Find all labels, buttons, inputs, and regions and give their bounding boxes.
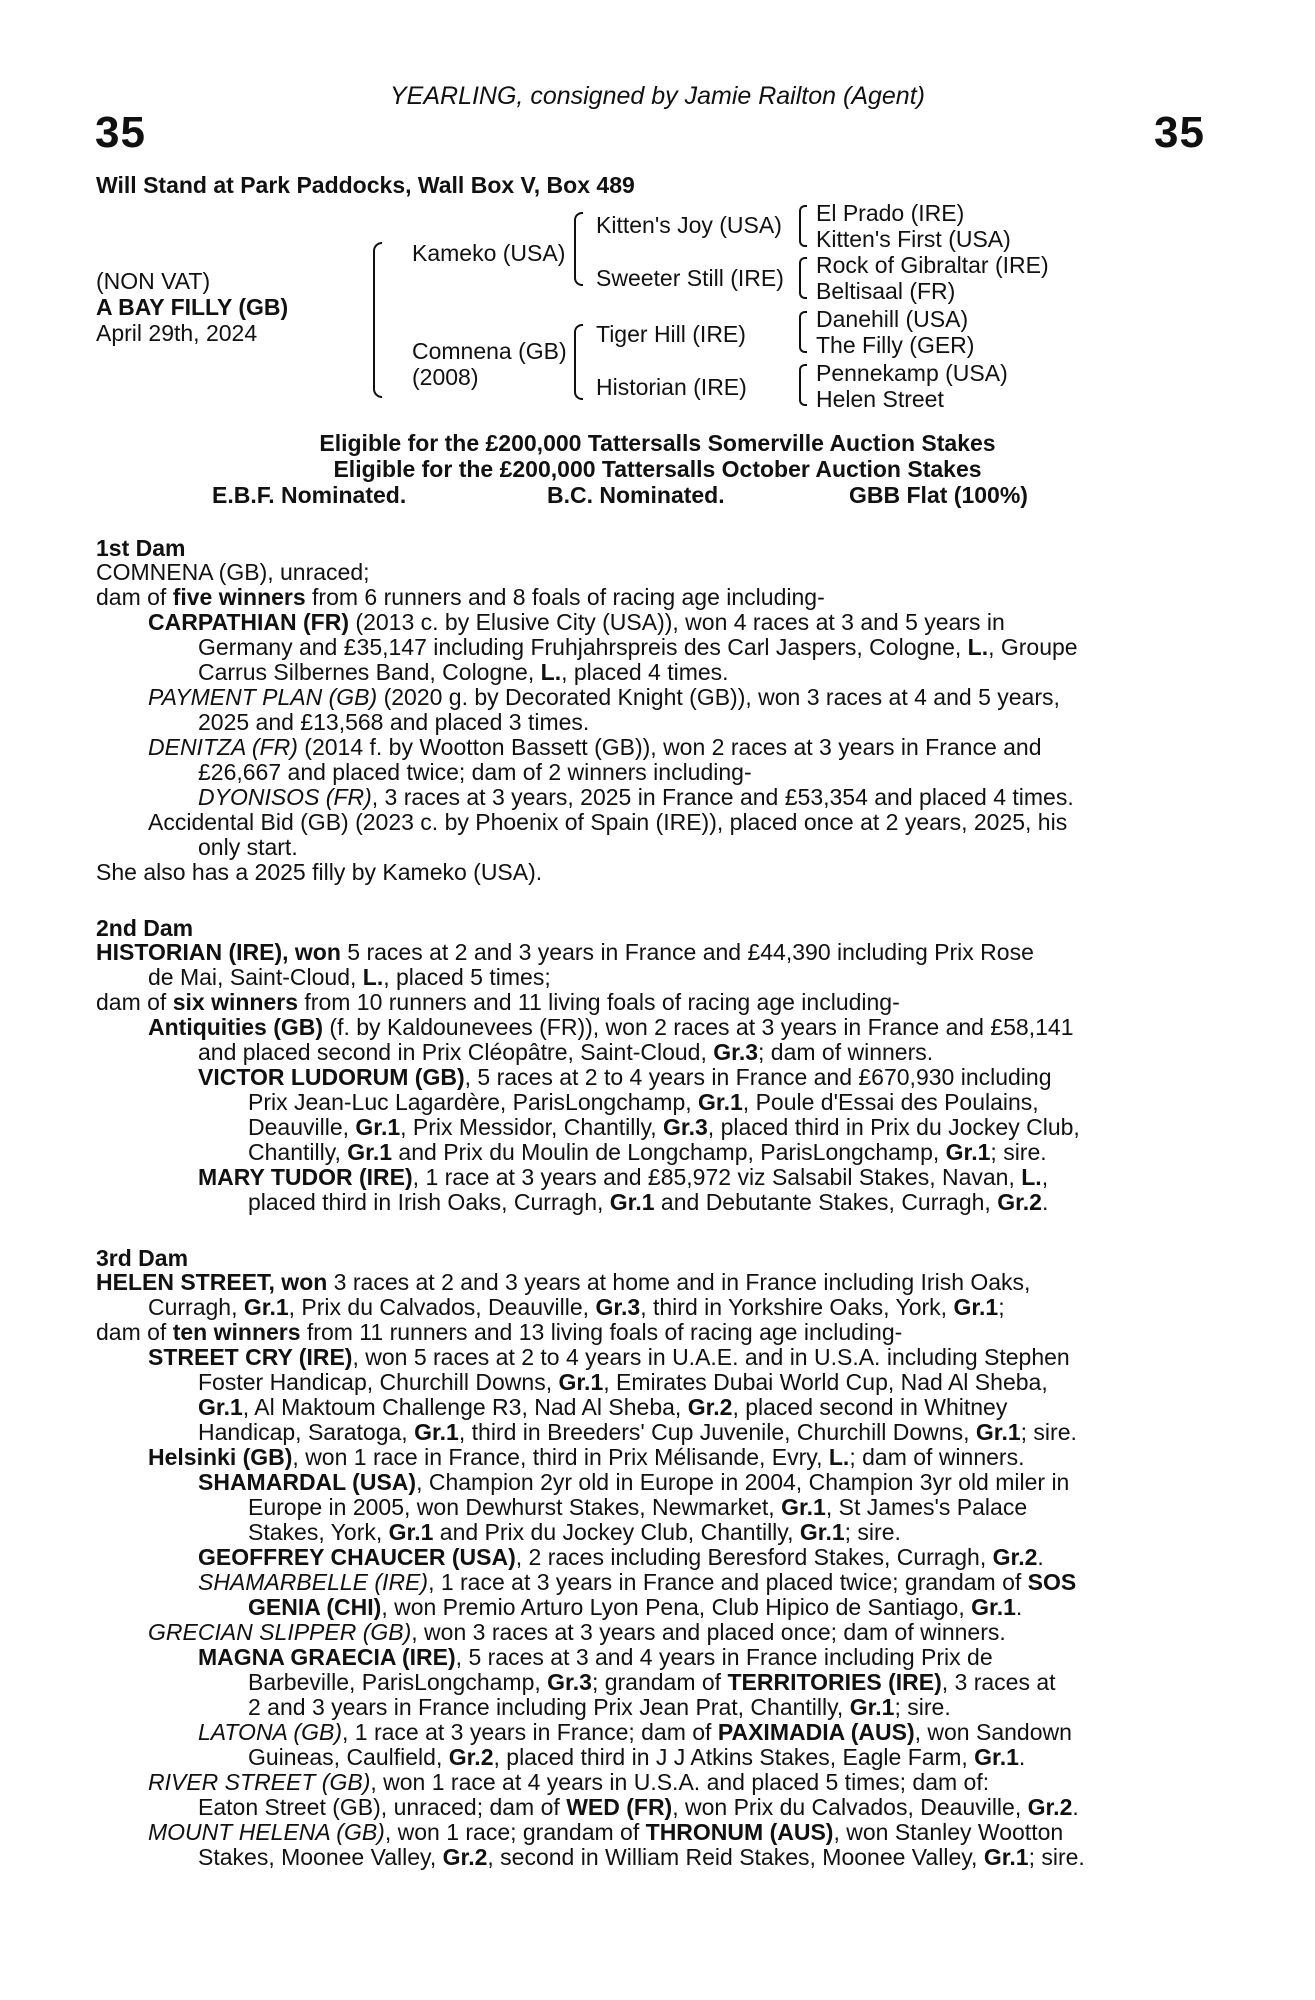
text-line: Eaton Street (GB), unraced; dam of WED (FR), won Prix du Calvados, Deauville, Gr.2.	[198, 1794, 1079, 1820]
text-line: 2 and 3 years in France including Prix Jean Prat, Chantilly, Gr.1; sire.	[248, 1694, 951, 1720]
text-line: LATONA (GB), 1 race at 3 years in France; dam of PAXIMADIA (AUS), won Sandown	[198, 1719, 1072, 1745]
main-brace	[373, 242, 382, 398]
third-dam-heading: 3rd Dam	[96, 1245, 189, 1271]
text-line: Handicap, Saratoga, Gr.1, third in Breeders' Cup Juvenile, Churchill Downs, Gr.1; sire.	[198, 1419, 1077, 1445]
text-line: SHAMARBELLE (IRE), 1 race at 3 years in France and placed twice; grandam of SOS	[198, 1569, 1077, 1595]
text-line: only start.	[198, 834, 298, 860]
dam-dam: Historian (IRE)	[596, 374, 747, 400]
text-line: SHAMARDAL (USA), Champion 2yr old in Europe in 2004, Champion 3yr old miler in	[198, 1469, 1070, 1495]
pedigree-table	[96, 200, 1216, 430]
stand-location: Will Stand at Park Paddocks, Wall Box V, Box 489	[96, 172, 635, 198]
text-line: HELEN STREET, won 3 races at 2 and 3 years at home and in France including Irish Oaks,	[96, 1269, 1031, 1295]
text-line: MAGNA GRAECIA (IRE), 5 races at 3 and 4 years in France including Prix de	[198, 1644, 993, 1670]
foaling-date: April 29th, 2024	[96, 320, 258, 346]
first-dam-heading: 1st Dam	[96, 535, 186, 561]
text-line: and placed second in Prix Cléopâtre, Saint-Cloud, Gr.3; dam of winners.	[198, 1039, 934, 1065]
sire-name: Kameko (USA)	[412, 240, 566, 266]
text-line: Deauville, Gr.1, Prix Messidor, Chantilly, Gr.3, placed third in Prix du Jockey Club,	[248, 1114, 1080, 1140]
text-line: £26,667 and placed twice; dam of 2 winners including-	[198, 759, 752, 785]
consignor-line: YEARLING, consigned by Jamie Railton (Agent)	[390, 82, 925, 110]
ebf-nominated: E.B.F. Nominated.	[212, 482, 407, 508]
text-line: placed third in Irish Oaks, Curragh, Gr.1 and Debutante Stakes, Curragh, Gr.2.	[248, 1189, 1049, 1215]
ped-ssd: Kitten's First (USA)	[816, 226, 1011, 252]
ped-dss: Danehill (USA)	[816, 306, 969, 332]
text-line: Gr.1, Al Maktoum Challenge R3, Nad Al Sheba, Gr.2, placed second in Whitney	[198, 1394, 1008, 1420]
text-line: Stakes, York, Gr.1 and Prix du Jockey Club, Chantilly, Gr.1; sire.	[248, 1519, 901, 1545]
eligibility-october: Eligible for the £200,000 Tattersalls October Auction Stakes	[333, 456, 982, 482]
text-line: dam of six winners from 10 runners and 11 living foals of racing age including-	[96, 989, 900, 1015]
ped-dds: Pennekamp (USA)	[816, 360, 1008, 386]
text-line: Antiquities (GB) (f. by Kaldounevees (FR)), won 2 races at 3 years in France and £58,141	[148, 1014, 1074, 1040]
text-line: GRECIAN SLIPPER (GB), won 3 races at 3 years and placed once; dam of winners.	[148, 1619, 1006, 1645]
text-line: de Mai, Saint-Cloud, L., placed 5 times;	[148, 964, 551, 990]
ped-sds: Rock of Gibraltar (IRE)	[816, 252, 1049, 278]
text-line: PAYMENT PLAN (GB) (2020 g. by Decorated Knight (GB)), won 3 races at 4 and 5 years,	[148, 684, 1060, 710]
dam-name: Comnena (GB)	[412, 338, 567, 364]
text-line: She also has a 2025 filly by Kameko (USA).	[96, 859, 543, 885]
text-line: DYONISOS (FR), 3 races at 3 years, 2025 in France and £53,354 and placed 4 times.	[198, 784, 1074, 810]
text-line: dam of five winners from 6 runners and 8 foals of racing age including-	[96, 584, 825, 610]
sd-brace	[799, 257, 807, 299]
text-line: Carrus Silbernes Band, Cologne, L., placed 4 times.	[198, 659, 729, 685]
text-line: dam of ten winners from 11 runners and 13 living foals of racing age including-	[96, 1319, 903, 1345]
text-line: Stakes, Moonee Valley, Gr.2, second in William Reid Stakes, Moonee Valley, Gr.1; sire.	[198, 1844, 1085, 1870]
eligibility-somerville: Eligible for the £200,000 Tattersalls Somerville Auction Stakes	[319, 430, 996, 456]
text-line: Europe in 2005, won Dewhurst Stakes, Newmarket, Gr.1, St James's Palace	[248, 1494, 1028, 1520]
vat-status: (NON VAT)	[96, 268, 211, 294]
lot-number-left: 35	[95, 108, 146, 157]
text-line: CARPATHIAN (FR) (2013 c. by Elusive City (USA)), won 4 races at 3 and 5 years in	[148, 609, 1005, 635]
lot-title: A BAY FILLY (GB)	[96, 294, 289, 320]
text-line: 2025 and £13,568 and placed 3 times.	[198, 709, 590, 735]
text-line: Curragh, Gr.1, Prix du Calvados, Deauville, Gr.3, third in Yorkshire Oaks, York, Gr.1;	[148, 1294, 1005, 1320]
text-line: STREET CRY (IRE), won 5 races at 2 to 4 years in U.A.E. and in U.S.A. including Stephen	[148, 1344, 1070, 1370]
ds-brace	[799, 311, 807, 353]
gbb-flat: GBB Flat (100%)	[849, 482, 1028, 508]
text-line: COMNENA (GB), unraced;	[96, 559, 370, 585]
text-line: Helsinki (GB), won 1 race in France, third in Prix Mélisande, Evry, L.; dam of winners.	[148, 1444, 1025, 1470]
dd-brace	[799, 364, 807, 406]
text-line: GENIA (CHI), won Premio Arturo Lyon Pena, Club Hipico de Santiago, Gr.1.	[248, 1594, 1023, 1620]
sire-dam: Sweeter Still (IRE)	[596, 265, 784, 291]
sire-brace	[574, 212, 583, 286]
text-line: DENITZA (FR) (2014 f. by Wootton Bassett (GB)), won 2 races at 3 years in France and	[148, 734, 1042, 760]
lot-number-right: 35	[1154, 108, 1205, 157]
ped-sdd: Beltisaal (FR)	[816, 278, 956, 304]
ped-ddd: Helen Street	[816, 386, 944, 412]
ped-sss: El Prado (IRE)	[816, 200, 965, 226]
text-line: VICTOR LUDORUM (GB), 5 races at 2 to 4 years in France and £670,930 including	[198, 1064, 1052, 1090]
text-line: HISTORIAN (IRE), won 5 races at 2 and 3 years in France and £44,390 including Prix Rose	[96, 939, 1034, 965]
bc-nominated: B.C. Nominated.	[547, 482, 725, 508]
dam-year: (2008)	[412, 364, 479, 390]
sire-sire: Kitten's Joy (USA)	[596, 212, 782, 238]
dam-sire: Tiger Hill (IRE)	[596, 321, 746, 347]
text-line: Guineas, Caulfield, Gr.2, placed third in J J Atkins Stakes, Eagle Farm, Gr.1.	[248, 1744, 1026, 1770]
ped-dsd: The Filly (GER)	[816, 332, 975, 358]
text-line: Foster Handicap, Churchill Downs, Gr.1, Emirates Dubai World Cup, Nad Al Sheba,	[198, 1369, 1048, 1395]
ss-brace	[799, 205, 807, 247]
text-line: Barbeville, ParisLongchamp, Gr.3; grandam of TERRITORIES (IRE), 3 races at	[248, 1669, 1056, 1695]
text-line: Accidental Bid (GB) (2023 c. by Phoenix of Spain (IRE)), placed once at 2 years, 2025, his	[148, 809, 1068, 835]
second-dam-heading: 2nd Dam	[96, 915, 194, 941]
text-line: Germany and £35,147 including Fruhjahrspreis des Carl Jaspers, Cologne, L., Groupe	[198, 634, 1078, 660]
dam-brace	[574, 324, 583, 400]
text-line: MARY TUDOR (IRE), 1 race at 3 years and £85,972 viz Salsabil Stakes, Navan, L.,	[198, 1164, 1049, 1190]
text-line: Prix Jean-Luc Lagardère, ParisLongchamp, Gr.1, Poule d'Essai des Poulains,	[248, 1089, 1039, 1115]
text-line: GEOFFREY CHAUCER (USA), 2 races including Beresford Stakes, Curragh, Gr.2.	[198, 1544, 1044, 1570]
text-line: MOUNT HELENA (GB), won 1 race; grandam of THRONUM (AUS), won Stanley Wootton	[148, 1819, 1064, 1845]
text-line: RIVER STREET (GB), won 1 race at 4 years in U.S.A. and placed 5 times; dam of:	[148, 1769, 990, 1795]
text-line: Chantilly, Gr.1 and Prix du Moulin de Longchamp, ParisLongchamp, Gr.1; sire.	[248, 1139, 1047, 1165]
